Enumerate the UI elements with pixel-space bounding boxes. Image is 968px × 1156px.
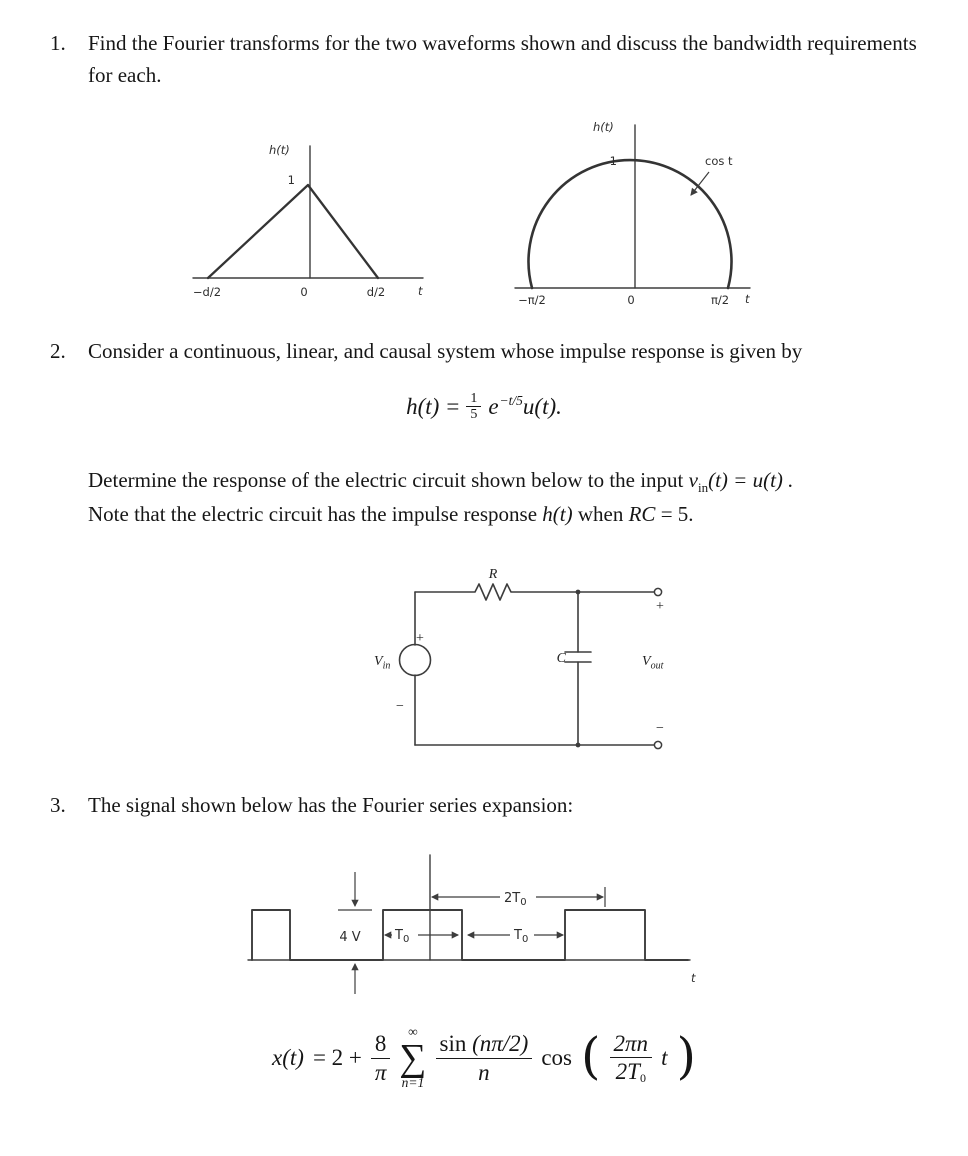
problem-3-text: The signal shown below has the Fourier series expansion: — [88, 793, 574, 817]
problem-3-number: 3. — [50, 793, 66, 817]
problem-2 — [50, 336, 920, 368]
eq2-period-subscript: 0 — [639, 1071, 646, 1086]
p2b-ht: h(t) — [542, 502, 573, 527]
eq1-exponent: −t/5 — [499, 393, 523, 409]
output-minus-sign: − — [656, 721, 664, 736]
output-plus-sign: + — [656, 599, 664, 614]
p2b-text-4: = 5. — [655, 502, 694, 527]
bottom-node-dot — [576, 743, 581, 748]
p2b-input-expression: (t) = u(t) . — [708, 468, 794, 492]
amplitude-label: 4 V — [339, 930, 361, 945]
vout-subscript: out — [650, 660, 664, 672]
vin-symbol: V — [374, 654, 383, 669]
eq2-frequency-numerator: 2πn — [610, 1030, 653, 1058]
eq2-lhs: x(t) — [272, 1045, 304, 1070]
eq2-coefficient-fraction — [371, 1030, 391, 1085]
t-axis-label: t — [691, 971, 696, 985]
eq1-exponential-term — [488, 393, 562, 420]
capacitor-label: C — [556, 651, 566, 666]
eq2-frequency-fraction — [610, 1030, 653, 1085]
eq2-period-symbol: 2T — [615, 1059, 640, 1085]
period-symbol: 2T — [504, 891, 521, 906]
eq2-cos-function: cos — [541, 1045, 573, 1070]
eq1-fraction-numerator: 1 — [466, 391, 481, 407]
p2b-text-2: Note that the electric circuit has the impulse response — [88, 502, 543, 527]
p2b-text-3: when — [572, 502, 629, 527]
peak-value-label: 1 — [287, 173, 295, 187]
triangle-waveform-figure — [185, 128, 430, 308]
eq1-step-function: u(t). — [522, 394, 562, 420]
sigma-symbol: ∑ — [399, 1036, 427, 1079]
eq2-sinc-denominator: n — [478, 1059, 490, 1085]
y-axis-label: h(t) — [593, 120, 614, 134]
resistor-label: R — [488, 567, 498, 582]
square-wave-figure — [238, 842, 708, 1000]
period-subscript: 0 — [520, 897, 527, 908]
eq2-summation-upper-limit: ∞ — [408, 1024, 418, 1040]
output-terminal-top — [654, 588, 661, 595]
p2b-vin: v — [688, 468, 698, 492]
impulse-response-equation — [0, 391, 968, 422]
t-axis-label: t — [745, 292, 750, 306]
eq2-sin-function: sin — [439, 1031, 467, 1057]
eq2-frequency-denominator — [612, 1058, 650, 1085]
gap-width-subscript: 0 — [521, 934, 529, 945]
pi-half-label: π/2 — [710, 293, 730, 307]
source-plus-sign: + — [416, 631, 424, 646]
voltage-source-symbol — [400, 645, 431, 676]
pulse-width-symbol: T — [395, 928, 403, 943]
eq1-e: e — [488, 394, 499, 420]
zero-label: 0 — [627, 293, 635, 307]
problem-2-paragraph-line-2 — [88, 498, 933, 531]
eq1-fraction — [466, 391, 481, 422]
neg-pi-half-label: −π/2 — [518, 293, 546, 307]
eq2-left-paren: ( — [581, 1026, 601, 1085]
problem-1-number: 1. — [50, 31, 66, 55]
p2b-vin-subscript: in — [697, 480, 709, 496]
eq2-coefficient-numerator: 8 — [371, 1030, 391, 1058]
top-node-dot — [576, 590, 581, 595]
problem-2-paragraph — [88, 464, 933, 531]
fourier-series-equation — [0, 1006, 968, 1110]
eq2-time-variable: t — [661, 1045, 668, 1070]
vin-label — [374, 654, 390, 672]
triangle-pulse — [208, 185, 378, 278]
eq2-coefficient-denominator: π — [374, 1059, 387, 1085]
vout-symbol: V — [642, 654, 651, 669]
eq2-summation — [399, 1025, 426, 1091]
eq2-equals-dc-term: = 2 + — [312, 1045, 362, 1070]
problem-3 — [50, 790, 920, 822]
p2b-rc: RC — [628, 502, 656, 527]
pulse-width-subscript: 0 — [402, 934, 410, 945]
y-axis-label: h(t) — [269, 143, 290, 157]
t-axis-label: t — [418, 284, 423, 298]
problem-1-text: Find the Fourier transforms for the two waveforms shown and discuss the bandwidth requirements for each. — [88, 31, 917, 87]
problem-2-text: Consider a continuous, linear, and causal system whose impulse response is given by — [88, 339, 803, 363]
top-wire-with-resistor — [415, 584, 654, 600]
eq2-sin-argument: (nπ/2) — [466, 1031, 529, 1057]
cosine-waveform-figure — [505, 115, 760, 310]
output-terminal-bottom — [654, 741, 661, 748]
eq1-lhs: h(t) — [406, 393, 440, 419]
cosine-pulse — [529, 160, 732, 288]
problem-2-paragraph-line-1 — [88, 464, 933, 498]
eq2-summation-lower-limit: n=1 — [401, 1075, 425, 1091]
gap-width-symbol: T — [514, 928, 522, 943]
vout-label — [642, 654, 664, 672]
problem-1 — [50, 28, 920, 92]
vin-subscript: in — [382, 660, 391, 672]
zero-label: 0 — [300, 285, 308, 299]
rc-circuit-figure — [370, 562, 680, 762]
peak-value-label: 1 — [609, 154, 617, 168]
eq2-sinc-fraction — [436, 1030, 533, 1085]
eq2-sinc-numerator — [436, 1030, 533, 1058]
eq1-fraction-denominator: 5 — [470, 407, 478, 423]
source-minus-sign: − — [396, 699, 404, 714]
eq2-right-paren: ) — [676, 1026, 696, 1085]
problem-2-number: 2. — [50, 339, 66, 363]
d-half-label: d/2 — [366, 285, 386, 299]
eq1-equals: = — [446, 393, 460, 419]
p2b-text-1: Determine the response of the electric circuit shown below to the input — [88, 468, 689, 492]
neg-d-half-label: −d/2 — [192, 285, 222, 299]
cos-t-label: cos t — [705, 154, 733, 168]
